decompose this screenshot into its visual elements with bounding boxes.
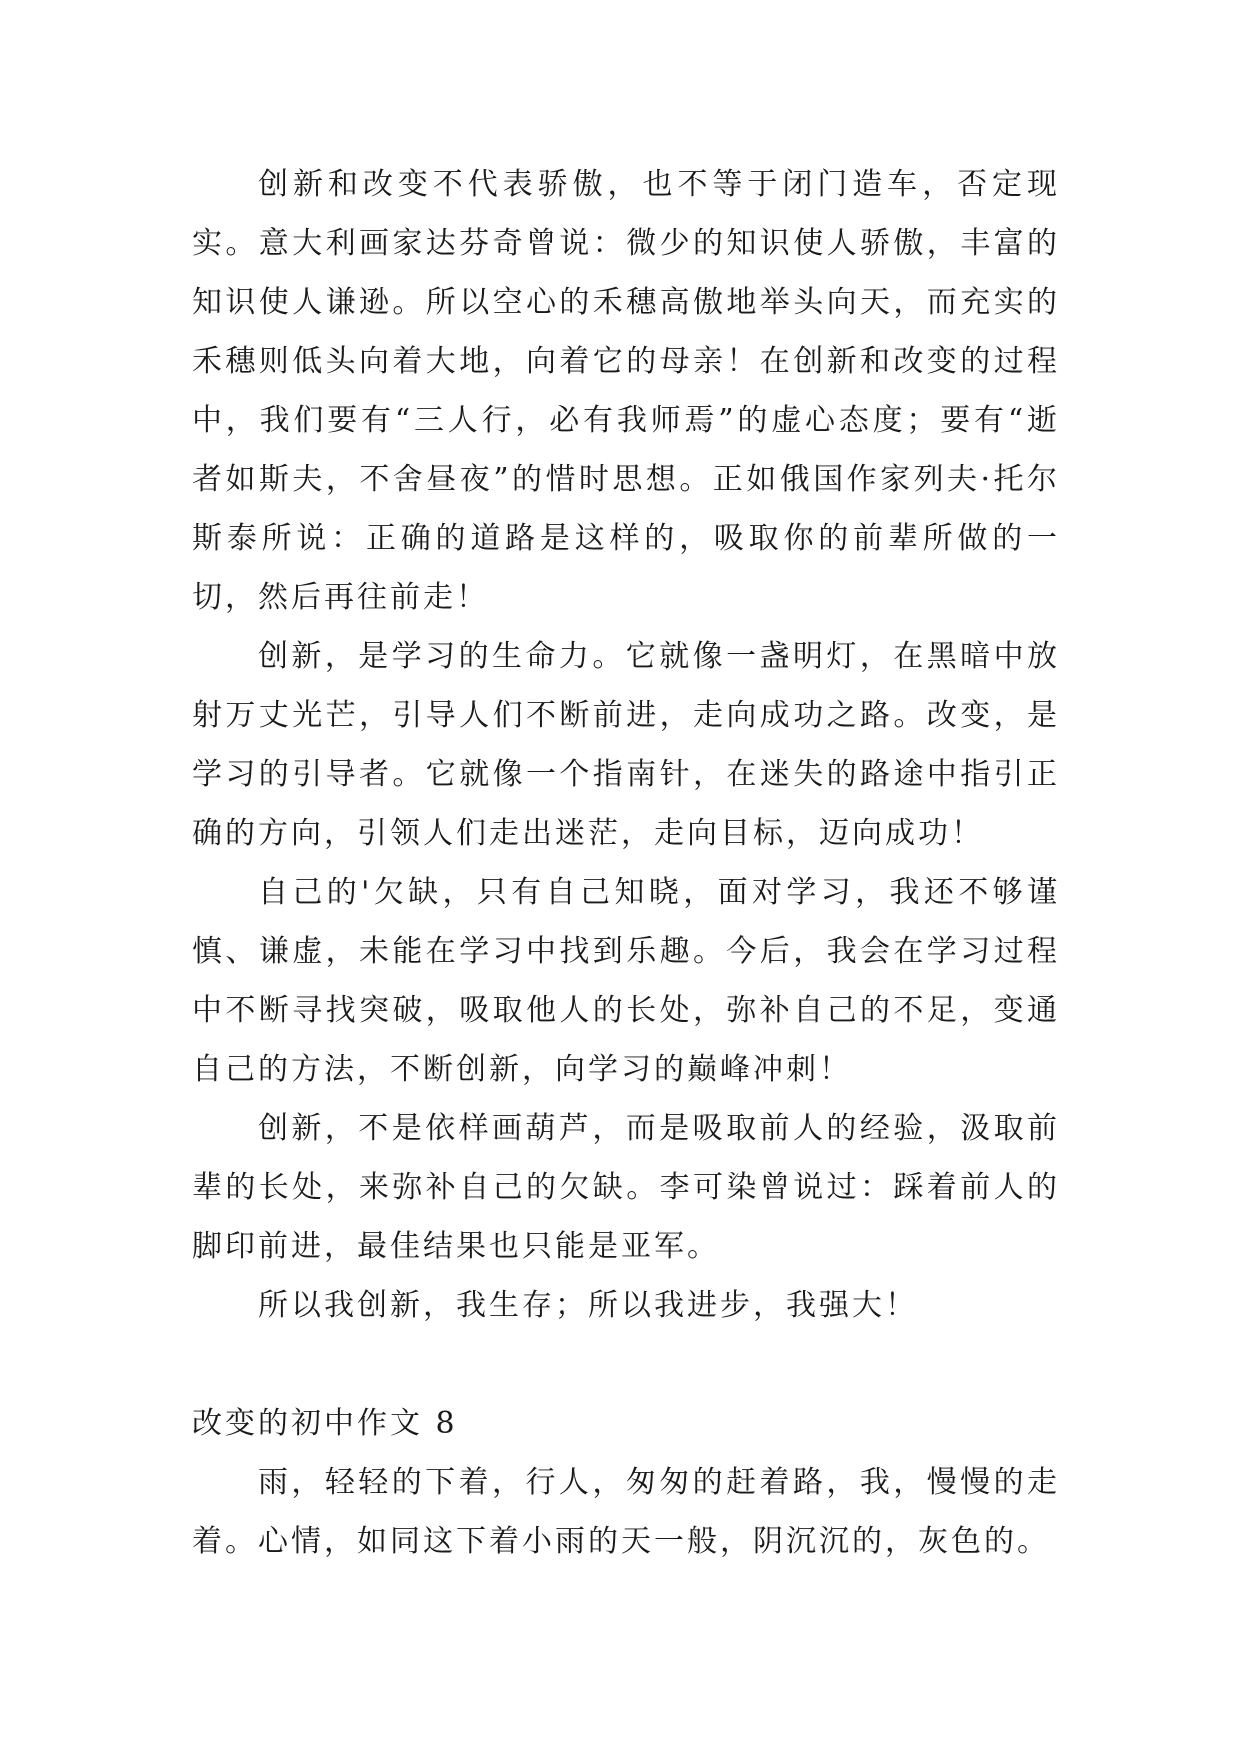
- paragraph: 创新和改变不代表骄傲，也不等于闭门造车，否定现实。意大利画家达芬奇曾说：微少的知识使人骄傲，丰富的知识使人谦逊。所以空心的禾穗高傲地举头向天，而充实的禾穗则低头向着大地，向着它的母亲！在创新和改变的过程中，我们要有“三人行，必有我师焉”的虚心态度；要有“逝者如斯夫，不舍昼夜”的惜时思想。正如俄国作家列夫·托尔斯泰所说：正确的道路是这样的，吸取你的前辈所做的一切，然后再往前走！: [192, 167, 1060, 615]
- paragraph: 雨，轻轻的下着，行人，匆匆的赶着路，我，慢慢的走着。心情，如同这下着小雨的天一般，阴沉沉的，灰色的。: [192, 1465, 1060, 1559]
- section-heading: 改变的初中作文 8: [192, 1406, 458, 1441]
- paragraph: 创新，是学习的生命力。它就像一盏明灯，在黑暗中放射万丈光芒，引导人们不断前进，走向成功之路。改变，是学习的引导者。它就像一个指南针，在迷失的路途中指引正确的方向，引领人们走出迷茫，走向目标，迈向成功！: [192, 639, 1060, 851]
- paragraph: 创新，不是依样画葫芦，而是吸取前人的经验，汲取前辈的长处，来弥补自己的欠缺。李可染曾说过：踩着前人的脚印前进，最佳结果也只能是亚军。: [192, 1111, 1060, 1264]
- document-page: [192, 155, 1060, 1571]
- paragraph: 所以我创新，我生存；所以我进步，我强大！: [258, 1288, 918, 1323]
- paragraph: 自己的'欠缺，只有自己知晓，面对学习，我还不够谨慎、谦虚，未能在学习中找到乐趣。今后，我会在学习过程中不断寻找突破，吸取他人的长处，弥补自己的不足，变通自己的方法，不断创新，向学习的巅峰冲刺！: [192, 875, 1060, 1087]
